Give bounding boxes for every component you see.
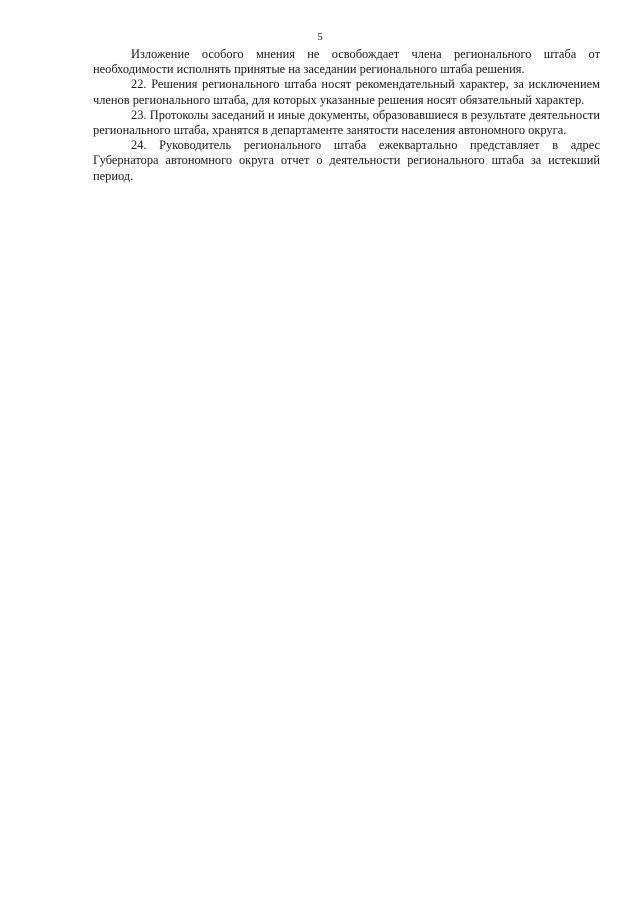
paragraph-22-decisions: 22. Решения регионального штаба носят рекомендательный характер, за исключением членов регионального штаба, для которых указанные решения носят обязательный характер. (93, 77, 600, 107)
paragraph-23-protocols: 23. Протоколы заседаний и иные документы, образовавшиеся в результате деятельности регионального штаба, хранятся в департаменте занятости населения автономного округа. (93, 107, 600, 138)
paragraph-24-report: 24. Руководитель регионального штаба ежеквартально представляет в адрес Губернатора автономного округа отчет о деятельности регионального штаба за истекший период. (93, 138, 600, 183)
paragraph-dissent-opinion: Изложение особого мнения не освобождает члена регионального штаба от необходимости исполнять принятые на заседании регионального штаба решения. (93, 47, 600, 77)
document-body (93, 47, 600, 184)
page-number: 5 (317, 31, 323, 43)
